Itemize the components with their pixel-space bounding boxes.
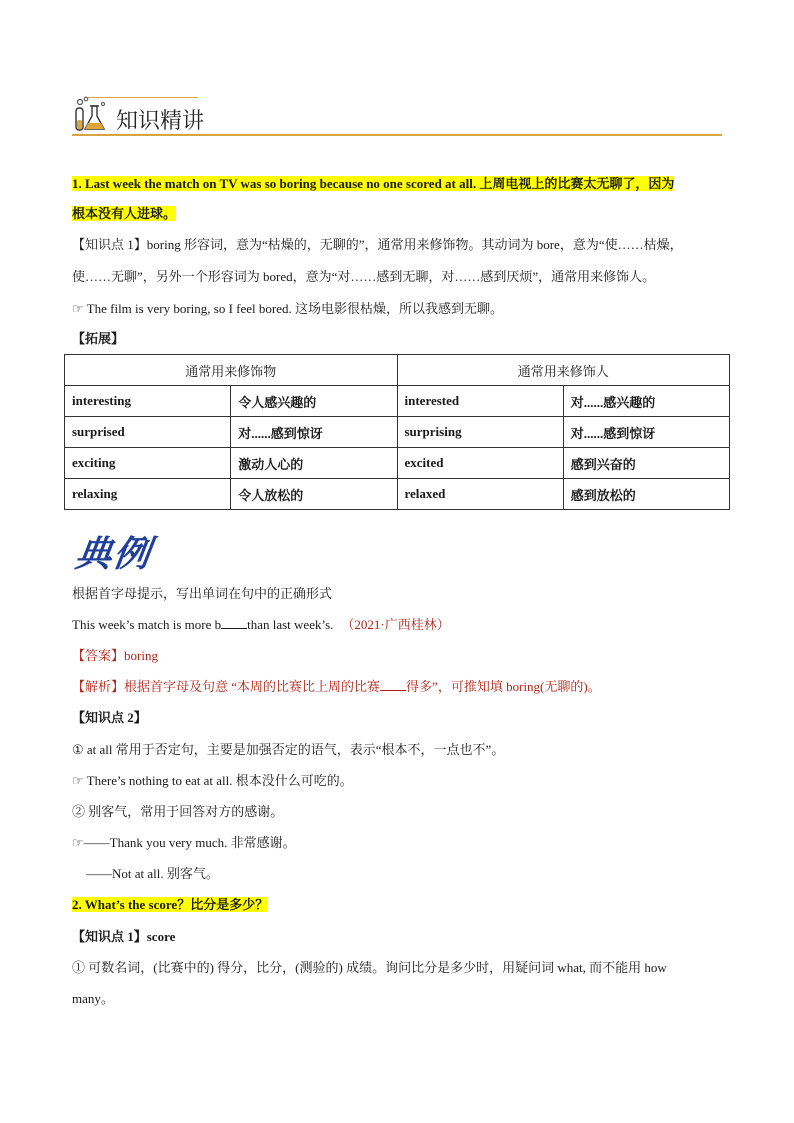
section-title: 知识精讲 (116, 109, 205, 134)
table-cell: interested (397, 386, 563, 417)
table-cell: surprising (397, 417, 563, 448)
table-cell: excited (397, 448, 563, 479)
table-cell: 令人感兴趣的 (231, 386, 397, 417)
table-cell: 令人放松的 (231, 479, 397, 510)
table-cell: 对......感到惊讶 (563, 417, 729, 448)
table-row (65, 386, 730, 417)
lab-flask-icon (72, 96, 112, 134)
table-cell: 感到兴奋的 (563, 448, 729, 479)
kp2-example-2: ☞——Thank you very much. 非常感谢。 (72, 835, 296, 850)
table-row (65, 479, 730, 510)
example-sentence: ☞ The film is very boring, so I feel bored. 这场电影很枯燥，所以我感到无聊。 (72, 301, 503, 316)
sentence-2-heading: 2. What’s the score？比分是多少？ (72, 897, 269, 912)
kp2-example-1: ☞ There’s nothing to eat at all. 根本没什么可吃的。 (72, 773, 353, 788)
table-cell: 对......感兴趣的 (563, 386, 729, 417)
s2-item-1-cont: many。 (72, 991, 114, 1006)
header-things: 通常用来修饰物 (65, 355, 398, 386)
sentence-1-heading: 1. Last week the match on TV was so boring because no one scored at all. 上周电视上的比赛太无聊了，因为 (72, 176, 675, 191)
kp1-text-cont: 使……无聊”，另外一个形容词为 bored，意为“对……感到无聊，对……感到厌烦”，通常用来修饰人。 (72, 269, 656, 284)
table-cell: 对......感到惊讶 (231, 417, 397, 448)
s2-kp-label: 【知识点 1】score (72, 929, 176, 944)
header-underline (72, 134, 722, 136)
header-people: 通常用来修饰人 (397, 355, 730, 386)
question-source: （2021·广西桂林） (341, 617, 450, 632)
kp2-label: 【知识点 2】 (72, 710, 147, 725)
analysis-line: 【解析】根据首字母及句意 “本周的比赛比上周的比赛 得多”，可推知填 boring(无聊的)。 (72, 679, 601, 694)
table-cell: relaxing (65, 479, 231, 510)
table-row (65, 448, 730, 479)
answer-blank (221, 617, 247, 629)
sentence-1-heading-cont: 根本没有人进球。 (72, 206, 177, 221)
kp1-text: 【知识点 1】boring 形容词，意为“枯燥的，无聊的”，通常用来修饰物。其动词为 bore，意为“使……枯燥， (72, 237, 683, 252)
exercise-question: This week’s match is more b than last week’s. （2021·广西桂林） (72, 617, 450, 632)
table-row (65, 417, 730, 448)
kp2-example-2-reply: ——Not at all. 别客气。 (86, 866, 219, 881)
analysis-blank (380, 679, 406, 691)
exercise-instruction: 根据首字母提示，写出单词在句中的正确形式 (72, 586, 333, 601)
table-cell: relaxed (397, 479, 563, 510)
extension-label: 【拓展】 (72, 331, 125, 346)
answer-text: boring (124, 648, 158, 663)
table-cell: surprised (65, 417, 231, 448)
table-header-row (65, 355, 730, 386)
kp2-item-1: ① at all 常用于否定句，主要是加强否定的语气，表示“根本不，一点也不”。 (72, 742, 505, 757)
s2-item-1: ① 可数名词，(比赛中的) 得分，比分，(测验的) 成绩。询问比分是多少时，用疑问词 what, 而不能用 how (72, 960, 667, 975)
example-logo: 典例 (72, 533, 155, 575)
table-cell: 激动人心的 (231, 448, 397, 479)
answer-line: 【答案】boring (72, 648, 158, 663)
table-cell: exciting (65, 448, 231, 479)
table-cell: interesting (65, 386, 231, 417)
table-cell: 感到放松的 (563, 479, 729, 510)
kp2-item-2: ② 别客气，常用于回答对方的感谢。 (72, 804, 284, 819)
word-table (64, 354, 730, 510)
